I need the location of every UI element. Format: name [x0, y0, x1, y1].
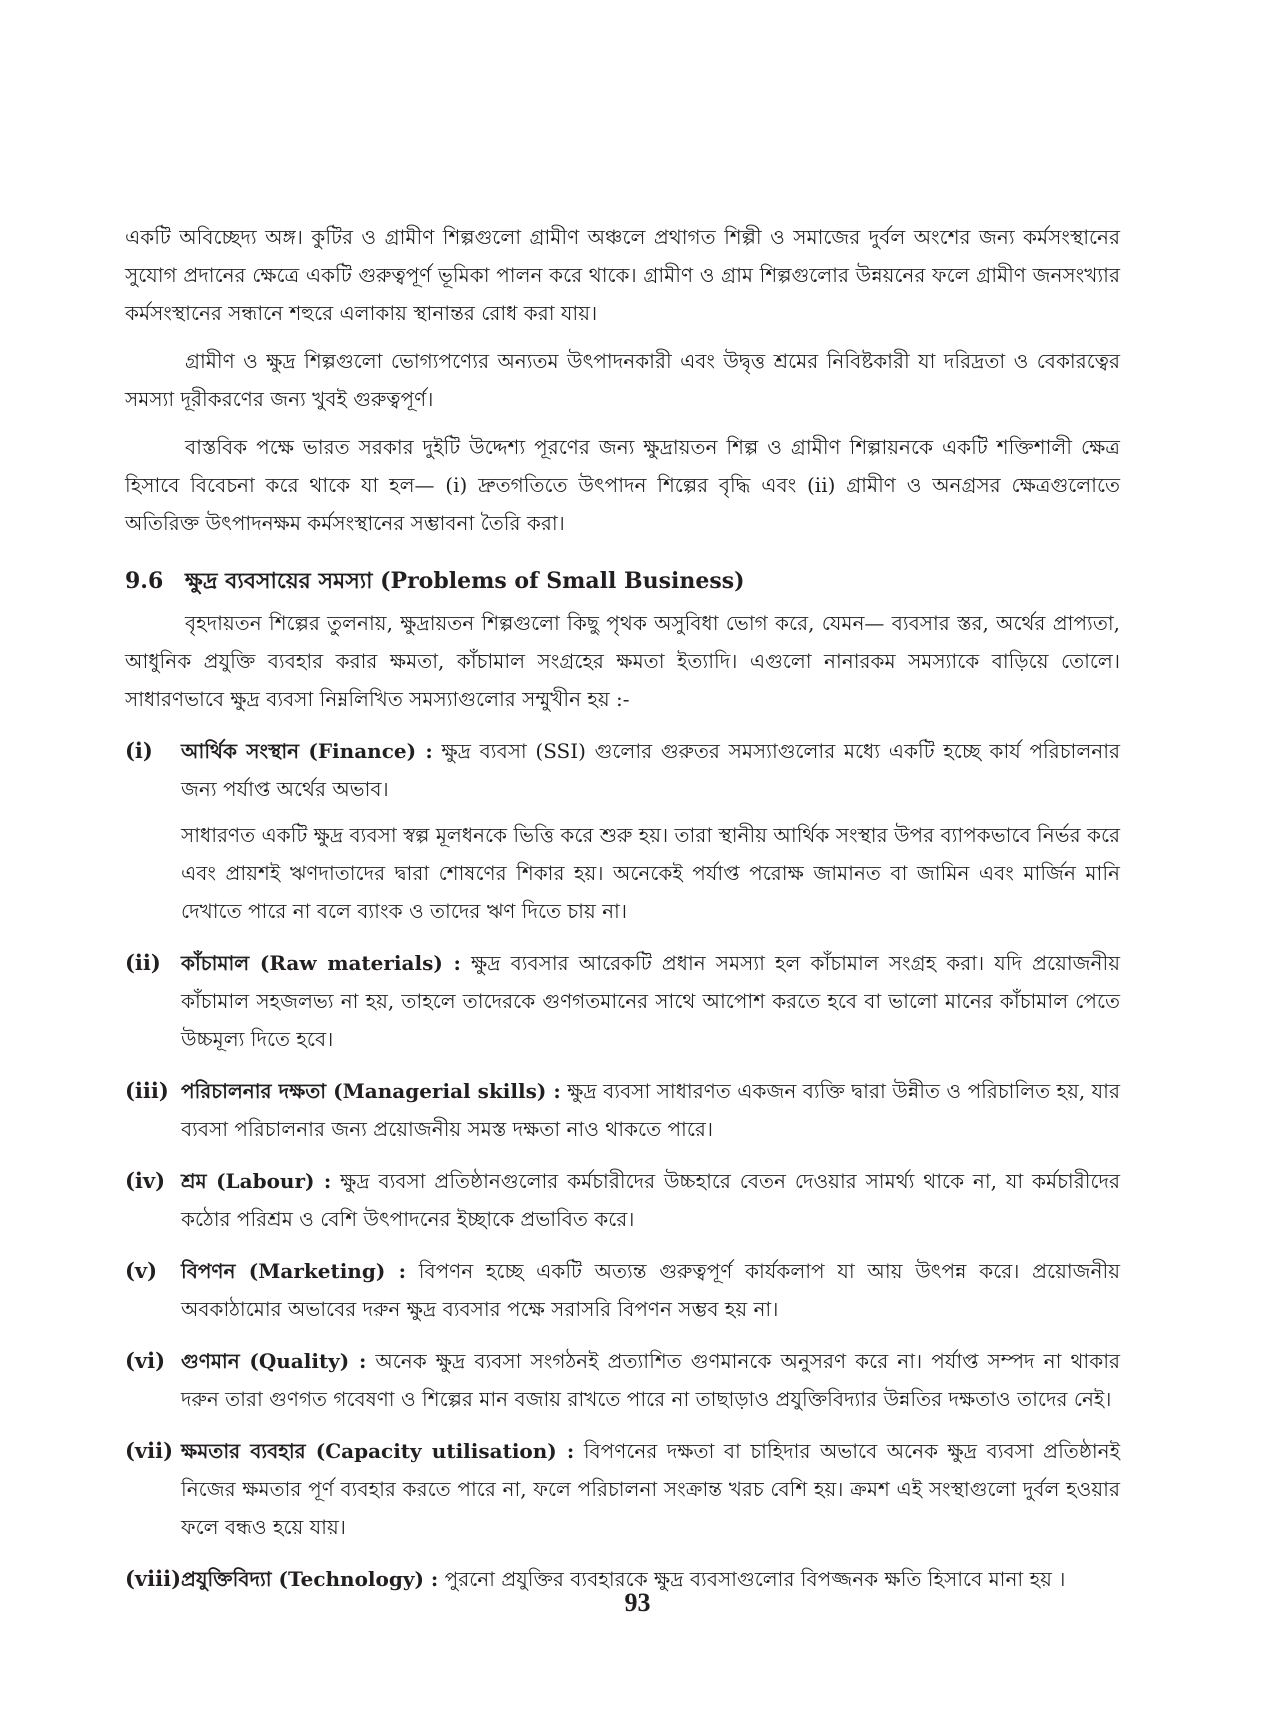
- section-title: ক্ষুদ্র ব্যবসায়ের সমস্যা (Problems of Small Business): [185, 568, 745, 594]
- item-body: [181, 732, 1120, 808]
- item-marker: (viii): [125, 1566, 182, 1591]
- section-number: 9.6: [125, 568, 164, 594]
- item-term: গুণমান (Quality) :: [181, 1349, 367, 1373]
- item-body: [181, 1252, 1120, 1328]
- problem-item-managerial-skills: [125, 1072, 1120, 1148]
- item-term: পরিচালনার দক্ষতা (Managerial skills) :: [181, 1079, 561, 1103]
- item-text: পুরনো প্রযুক্তির ব্যবহারকে ক্ষুদ্র ব্যবসাগুলোর বিপজ্জনক ক্ষতি হিসাবে মানা হয় ।: [438, 1567, 1066, 1591]
- paragraph-rural-industries: গ্রামীণ ও ক্ষুদ্র শিল্পগুলো ভোগ্যপণ্যের অন্যতম উৎপাদনকারী এবং উদ্বৃত্ত শ্রমের নিবিষ্টকারী যা দরিদ্রতা ও বেকারত্বের সমস্যা দূরীকরণের জন্য খুবই গুরুত্বপূর্ণ।: [125, 349, 1120, 411]
- item-term: প্রযুক্তিবিদ্যা (Technology) :: [181, 1567, 439, 1591]
- item-marker: (v): [125, 1258, 158, 1283]
- problem-item-raw-materials: [125, 944, 1120, 1058]
- item-marker: (i): [125, 738, 153, 763]
- item-marker: (ii): [125, 950, 161, 975]
- item-marker: (vi): [125, 1348, 166, 1373]
- item-term: কাঁচামাল (Raw materials) :: [181, 951, 461, 975]
- item-text: ক্ষুদ্র ব্যবসা সাধারণত একজন ব্যক্তি দ্বারা উন্নীত ও পরিচালিত হয়, যার ব্যবসা পরিচালনার জন্য প্রয়োজনীয় সমস্ত দক্ষতা নাও থাকতে পারে।: [181, 1079, 1120, 1141]
- page-number: 93: [624, 1588, 651, 1617]
- problem-item-capacity-utilisation: [125, 1432, 1120, 1546]
- item-term: শ্রম (Labour) :: [181, 1169, 332, 1193]
- item-text: ক্ষুদ্র ব্যবসা (SSI) গুলোর গুরুতর সমস্যাগুলোর মধ্যে একটি হচ্ছে কার্য পরিচালনার জন্য পর্যাপ্ত অর্থের অভাব।: [181, 739, 1121, 801]
- item-term: ক্ষমতার ব্যবহার (Capacity utilisation) :: [181, 1439, 575, 1463]
- item-marker: (vii): [125, 1438, 174, 1463]
- item-marker: (iii): [125, 1078, 169, 1103]
- problem-item-marketing: [125, 1252, 1120, 1328]
- paragraph-government-objectives: বাস্তবিক পক্ষে ভারত সরকার দুইটি উদ্দেশ্য পূরণের জন্য ক্ষুদ্রায়তন শিল্প ও গ্রামীণ শিল্পায়নকে একটি শক্তিশালী ক্ষেত্র হিসাবে বিবেচনা করে থাকে যা হল— (i) দ্রুতগতিতে উৎপাদন শিল্পের বৃদ্ধি এবং (ii) গ্রামীণ ও অনগ্রসর ক্ষেত্রগুলোতে অতিরিক্ত উৎপাদনক্ষম কর্মসংস্থানের সম্ভাবনা তৈরি করা।: [125, 435, 1120, 535]
- section-heading: [125, 564, 1120, 598]
- problem-item-finance: [125, 732, 1120, 930]
- section-intro: বৃহদায়তন শিল্পের তুলনায়, ক্ষুদ্রায়তন শিল্পগুলো কিছু পৃথক অসুবিধা ভোগ করে, যেমন— ব্যবসার স্তর, অর্থের প্রাপ্যতা, আধুনিক প্রযুক্তি ব্যবহার করার ক্ষমতা, কাঁচামাল সংগ্রহের ক্ষমতা ইত্যাদি। এগুলো নানারকম সমস্যাকে বাড়িয়ে তোলে। সাধারণভাবে ক্ষুদ্র ব্যবসা নিম্নলিখিত সমস্যাগুলোর সম্মুখীন হয় :-: [125, 611, 1120, 711]
- item-extra-text: সাধারণত একটি ক্ষুদ্র ব্যবসা স্বল্প মূলধনকে ভিত্তি করে শুরু হয়। তারা স্থানীয় আর্থিক সংস্থার উপর ব্যাপকভাবে নির্ভর করে এবং প্রায়শই ঋণদাতাদের দ্বারা শোষণের শিকার হয়। অনেকেই পর্যাপ্ত পরোক্ষ জামানত বা জামিন এবং মার্জিন মানি দেখাতে পারে না বলে ব্যাংক ও তাদের ঋণ দিতে চায় না।: [181, 823, 1120, 923]
- item-marker: (iv): [125, 1168, 166, 1193]
- item-text: বিপণনের দক্ষতা বা চাহিদার অভাবে অনেক ক্ষুদ্র ব্যবসা প্রতিষ্ঠানই নিজের ক্ষমতার পূর্ণ ব্যবহার করতে পারে না, ফলে পরিচালনা সংক্রান্ত খরচ বেশি হয়। ক্রমশ এই সংস্থাগুলো দুর্বল হওয়ার ফলে বন্ধও হয়ে যায়।: [181, 1439, 1120, 1539]
- item-body: [181, 1162, 1120, 1238]
- problem-item-labour: [125, 1162, 1120, 1238]
- item-body: [181, 944, 1120, 1058]
- paragraph-continuation: একটি অবিচ্ছেদ্য অঙ্গ। কুটির ও গ্রামীণ শিল্পগুলো গ্রামীণ অঞ্চলে প্রথাগত শিল্পী ও সমাজের দুর্বল অংশের জন্য কর্মসংস্থানের সুযোগ প্রদানের ক্ষেত্রে একটি গুরুত্বপূর্ণ ভূমিকা পালন করে থাকে। গ্রামীণ ও গ্রাম শিল্পগুলোর উন্নয়নের ফলে গ্রামীণ জনসংখ্যার কর্মসংস্থানের সন্ধানে শহুরে এলাকায় স্থানান্তর রোধ করা যায়।: [125, 225, 1120, 325]
- item-text: ক্ষুদ্র ব্যবসার আরেকটি প্রধান সমস্যা হল কাঁচামাল সংগ্রহ করা। যদি প্রয়োজনীয় কাঁচামাল সহজলভ্য না হয়, তাহলে তাদেরকে গুণগতমানের সাথে আপোশ করতে হবে বা ভালো মানের কাঁচামাল পেতে উচ্চমূল্য দিতে হবে।: [181, 951, 1120, 1051]
- item-term: বিপণন (Marketing) :: [181, 1259, 407, 1283]
- item-body: [181, 1072, 1120, 1148]
- problem-item-quality: [125, 1342, 1120, 1418]
- item-body: [181, 1342, 1120, 1418]
- item-text: অনেক ক্ষুদ্র ব্যবসা সংগঠনই প্রত্যাশিত গুণমানকে অনুসরণ করে না। পর্যাপ্ত সম্পদ না থাকার দরুন তারা গুণগত গবেষণা ও শিল্পের মান বজায় রাখতে পারে না তাছাড়াও প্রযুক্তিবিদ্যার উন্নতির দক্ষতাও তাদের নেই।: [181, 1349, 1120, 1411]
- item-term: আর্থিক সংস্থান (Finance) :: [181, 739, 433, 763]
- item-body: [181, 1432, 1120, 1546]
- item-text: বিপণন হচ্ছে একটি অত্যন্ত গুরুত্বপূর্ণ কার্যকলাপ যা আয় উৎপন্ন করে। প্রয়োজনীয় অবকাঠামোর অভাবের দরুন ক্ষুদ্র ব্যবসার পক্ষে সরাসরি বিপণন সম্ভব হয় না।: [181, 1259, 1120, 1321]
- item-text: ক্ষুদ্র ব্যবসা প্রতিষ্ঠানগুলোর কর্মচারীদের উচ্চহারে বেতন দেওয়ার সামর্থ্য থাকে না, যা কর্মচারীদের কঠোর পরিশ্রম ও বেশি উৎপাদনের ইচ্ছাকে প্রভাবিত করে।: [181, 1169, 1121, 1231]
